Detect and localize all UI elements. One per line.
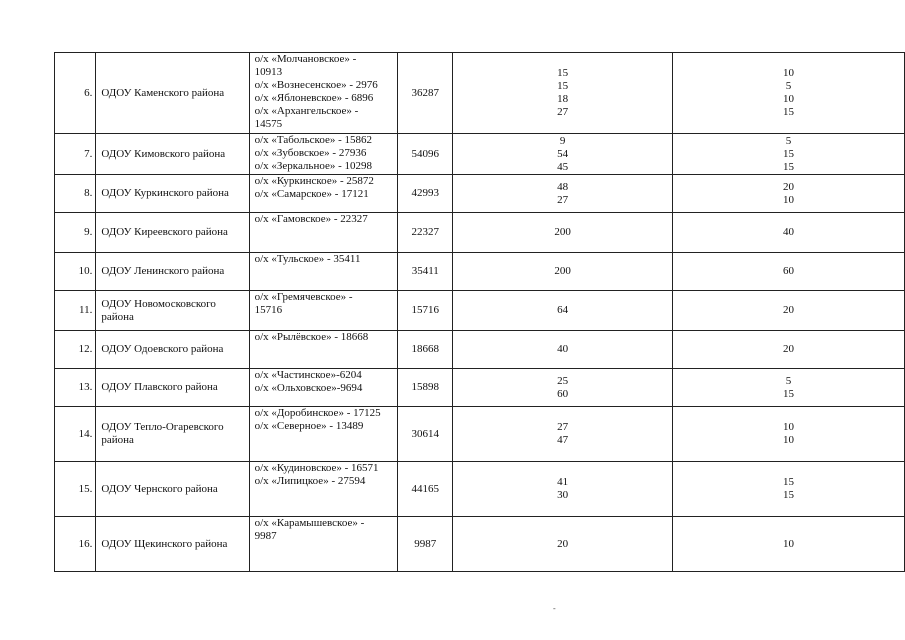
column-4-cell — [453, 134, 673, 175]
column-5-cell — [672, 53, 904, 134]
column-5-cell — [672, 407, 904, 462]
farm-entry: о/х «Гремячевское» - — [254, 291, 353, 303]
total-area: 9987 — [414, 537, 437, 550]
value-entry: 9 — [559, 134, 566, 147]
total-area-cell — [398, 462, 453, 517]
value-entry: 48 — [557, 180, 569, 193]
value-entry: 15 — [782, 147, 794, 160]
total-area-cell — [398, 134, 453, 175]
row-number: 7. — [84, 147, 93, 160]
column-4-cell — [453, 213, 673, 253]
organization-cell — [96, 517, 249, 572]
organization-name: ОДОУ Кимовского района — [101, 147, 226, 160]
column-5-cell — [672, 213, 904, 253]
table-row — [55, 253, 905, 291]
value-entry: 15 — [782, 489, 794, 501]
row-number-cell — [55, 134, 96, 175]
organization-name: ОДОУ Чернского района — [101, 482, 218, 495]
column-5-cell — [672, 517, 904, 572]
farms-cell — [249, 134, 398, 175]
organization-cell — [96, 407, 249, 462]
table-row — [55, 134, 905, 175]
organization-name: ОДОУ Каменского района — [101, 86, 225, 99]
row-number-cell — [55, 462, 96, 517]
value-entry: 41 — [557, 476, 569, 488]
farms-cell — [249, 53, 398, 134]
value-entry: 54 — [557, 147, 569, 160]
organization-name: ОДОУ Куркинского района — [101, 187, 229, 199]
value-entry: 27 — [557, 106, 569, 118]
farms-cell — [249, 213, 398, 253]
farms-cell — [249, 369, 398, 407]
column-4-cell — [453, 291, 673, 331]
organization-cell — [96, 134, 249, 175]
farm-entry: 9987 — [254, 530, 277, 542]
total-area: 44165 — [411, 482, 439, 495]
value-entry: 10 — [782, 434, 794, 446]
column-4-cell — [453, 175, 673, 213]
column-5-cell — [672, 134, 904, 175]
organization-cell — [96, 53, 249, 134]
column-4-cell — [453, 407, 673, 462]
value-entry: 15 — [557, 67, 569, 79]
column-5-cell — [672, 331, 904, 369]
table-row — [55, 462, 905, 517]
organization-cell — [96, 291, 249, 331]
value-entry: 18 — [557, 93, 569, 105]
organization-name: ОДОУ Тепло-Огаревского района — [101, 421, 224, 446]
farm-entry: о/х «Архангельское» - — [254, 105, 359, 117]
organization-cell — [96, 331, 249, 369]
farm-entry: о/х «Яблоневское» - 6896 — [254, 92, 374, 104]
farms-cell — [249, 517, 398, 572]
total-area-cell — [398, 407, 453, 462]
column-4-cell — [453, 369, 673, 407]
total-area: 18668 — [411, 343, 439, 355]
value-entry: 10 — [782, 537, 794, 550]
value-entry: 15 — [557, 80, 569, 92]
farm-entry: о/х «Зеркальное» - 10298 — [254, 160, 373, 172]
row-number-cell — [55, 517, 96, 572]
total-area: 35411 — [411, 265, 439, 277]
farm-entry: о/х «Самарское» - 17121 — [254, 188, 369, 200]
column-5-cell — [672, 462, 904, 517]
value-entry: 15 — [782, 476, 794, 488]
value-entry: 30 — [557, 489, 569, 501]
table-row — [55, 291, 905, 331]
organization-cell — [96, 175, 249, 213]
row-number-cell — [55, 331, 96, 369]
farms-cell — [249, 291, 398, 331]
row-number-cell — [55, 291, 96, 331]
value-entry: 5 — [785, 374, 792, 387]
total-area: 22327 — [411, 226, 439, 238]
table-row — [55, 331, 905, 369]
value-entry: 15 — [782, 160, 794, 173]
farms-cell — [249, 253, 398, 291]
row-number: 8. — [84, 187, 93, 199]
row-number-cell — [55, 407, 96, 462]
row-number-cell — [55, 213, 96, 253]
value-entry: 10 — [782, 193, 794, 206]
total-area-cell — [398, 291, 453, 331]
column-4-cell — [453, 253, 673, 291]
row-number: 16. — [78, 537, 93, 550]
farms-cell — [249, 462, 398, 517]
total-area: 30614 — [411, 427, 439, 440]
value-entry: 45 — [557, 160, 569, 173]
farm-entry: о/х «Гамовское» - 22327 — [254, 213, 368, 225]
farm-entry: о/х «Кудиновское» - 16571 — [254, 462, 379, 474]
farm-entry: 10913 — [254, 66, 283, 78]
table-row — [55, 175, 905, 213]
table-row — [55, 53, 905, 134]
column-5-cell — [672, 175, 904, 213]
column-5-cell — [672, 291, 904, 331]
total-area-cell — [398, 517, 453, 572]
value-entry: 25 — [557, 374, 569, 387]
value-entry: 20 — [782, 180, 794, 193]
row-number: 9. — [84, 226, 93, 238]
value-entry: 15 — [782, 106, 794, 118]
table-row — [55, 213, 905, 253]
table-row — [55, 517, 905, 572]
value-entry: 10 — [782, 421, 794, 433]
organization-cell — [96, 462, 249, 517]
organization-name: ОДОУ Ленинского района — [101, 265, 225, 277]
total-area-cell — [398, 213, 453, 253]
row-number: 6. — [84, 86, 93, 99]
total-area: 15898 — [411, 381, 439, 393]
row-number: 13. — [78, 381, 93, 393]
value-entry: 40 — [782, 226, 794, 238]
value-entry: 60 — [557, 387, 569, 400]
row-number: 11. — [79, 304, 93, 316]
hunting-farms-table — [54, 52, 905, 572]
farm-entry: 15716 — [254, 304, 283, 316]
row-number: 10. — [78, 265, 93, 277]
farm-entry: 14575 — [254, 118, 283, 130]
row-number-cell — [55, 53, 96, 134]
column-4-cell — [453, 517, 673, 572]
farm-entry: о/х «Частинское»-6204 — [254, 369, 362, 381]
organization-cell — [96, 213, 249, 253]
farm-entry: о/х «Молчановское» - — [254, 53, 357, 65]
value-entry: 10 — [782, 93, 794, 105]
value-entry: 27 — [557, 193, 569, 206]
total-area-cell — [398, 253, 453, 291]
total-area: 54096 — [411, 147, 439, 160]
column-4-cell — [453, 331, 673, 369]
organization-name: ОДОУ Плавского района — [101, 381, 218, 393]
total-area-cell — [398, 53, 453, 134]
organization-cell — [96, 369, 249, 407]
value-entry: 15 — [782, 387, 794, 400]
total-area: 15716 — [411, 304, 439, 316]
total-area-cell — [398, 175, 453, 213]
organization-name: ОДОУ Киреевского района — [101, 226, 228, 238]
farm-entry: о/х «Рылёвское» - 18668 — [254, 331, 369, 343]
row-number: 14. — [78, 427, 93, 440]
organization-name: ОДОУ Щекинского района — [101, 537, 228, 550]
farm-entry: о/х «Куркинское» - 25872 — [254, 175, 374, 187]
table-body — [55, 53, 905, 572]
value-entry: 5 — [785, 80, 792, 92]
farm-entry: о/х «Тульское» - 35411 — [254, 253, 361, 265]
farm-entry: о/х «Липицкое» - 27594 — [254, 475, 366, 487]
total-area: 36287 — [411, 86, 439, 99]
organization-name: ОДОУ Одоевского района — [101, 343, 224, 355]
row-number: 12. — [78, 343, 93, 355]
organization-cell — [96, 253, 249, 291]
farms-cell — [249, 407, 398, 462]
total-area-cell — [398, 331, 453, 369]
column-5-cell — [672, 369, 904, 407]
farm-entry: о/х «Зубовское» - 27936 — [254, 147, 367, 159]
value-entry: 5 — [785, 134, 792, 147]
farm-entry: о/х «Карамышевское» - — [254, 517, 365, 529]
farm-entry: о/х «Табольское» - 15862 — [254, 134, 373, 146]
row-number: 15. — [78, 482, 93, 495]
value-entry: 20 — [557, 537, 569, 550]
value-entry: 20 — [782, 304, 794, 316]
page-footer-mark: - — [553, 604, 556, 613]
value-entry: 200 — [554, 265, 571, 277]
value-entry: 200 — [554, 226, 571, 238]
farm-entry: о/х «Северное» - 13489 — [254, 420, 364, 432]
farm-entry: о/х «Вознесенское» - 2976 — [254, 79, 378, 91]
column-4-cell — [453, 462, 673, 517]
farm-entry: о/х «Ольховское»-9694 — [254, 382, 363, 394]
value-entry: 40 — [557, 343, 569, 355]
table-row — [55, 369, 905, 407]
farm-entry: о/х «Доробинское» - 17125 — [254, 407, 381, 419]
farms-cell — [249, 331, 398, 369]
value-entry: 10 — [782, 67, 794, 79]
value-entry: 64 — [557, 304, 569, 316]
value-entry: 60 — [782, 265, 794, 277]
value-entry: 20 — [782, 343, 794, 355]
organization-name: ОДОУ Новомосковского района — [101, 297, 216, 323]
value-entry: 27 — [557, 421, 569, 433]
value-entry: 47 — [557, 434, 569, 446]
row-number-cell — [55, 369, 96, 407]
column-5-cell — [672, 253, 904, 291]
column-4-cell — [453, 53, 673, 134]
row-number-cell — [55, 253, 96, 291]
total-area: 42993 — [411, 187, 439, 199]
table-row — [55, 407, 905, 462]
farms-cell — [249, 175, 398, 213]
row-number-cell — [55, 175, 96, 213]
total-area-cell — [398, 369, 453, 407]
